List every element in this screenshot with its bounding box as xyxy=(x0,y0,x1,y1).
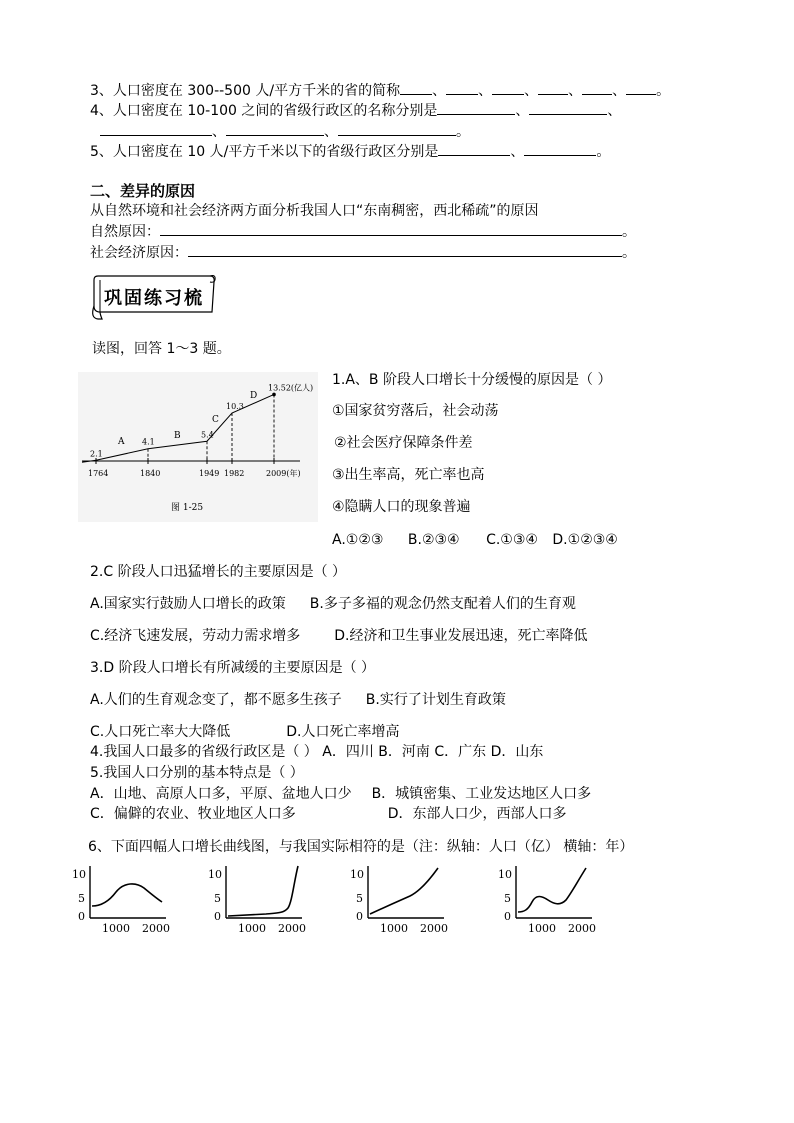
q2-stem: 2.C 阶段人口迅猛增长的主要原因是（ ） xyxy=(90,564,347,580)
option-a[interactable]: A.①②③ xyxy=(332,532,384,548)
blank[interactable] xyxy=(188,242,622,257)
population-curve xyxy=(518,868,586,912)
y-tick-label: 10 xyxy=(350,868,364,881)
blank[interactable] xyxy=(160,221,622,236)
q2-options-row2 xyxy=(90,627,587,645)
blank[interactable] xyxy=(538,80,568,95)
q3-text: 3、人口密度在 300--500 人/平方千米的省的简称 xyxy=(90,83,401,99)
option-a[interactable]: A．山地、高原人口多，平原、盆地人口少 xyxy=(90,786,352,802)
mini-chart-2[interactable] xyxy=(206,862,326,940)
x-tick-label: 1000 xyxy=(238,922,266,935)
option-d[interactable]: D.①②③④ xyxy=(552,532,618,548)
social-reason-line: 社会经济原因： 。 xyxy=(90,242,636,262)
blank[interactable] xyxy=(446,80,478,95)
blank[interactable] xyxy=(626,80,656,95)
option-c[interactable]: C.经济飞速发展，劳动力需求增多 xyxy=(90,628,301,644)
q2-options-row1 xyxy=(90,595,576,613)
blank[interactable] xyxy=(437,100,515,115)
option-b[interactable]: B.②③④ xyxy=(407,532,460,548)
x-tick-label: 2000 xyxy=(420,922,448,935)
y-tick-label: 0 xyxy=(78,910,85,923)
value-label: 4.1 xyxy=(142,437,155,447)
q1-stem: 1.A、B 阶段人口增长十分缓慢的原因是（ ） xyxy=(332,372,612,388)
y-tick-label: 10 xyxy=(72,868,86,881)
q1-options xyxy=(332,531,618,549)
option-a[interactable]: A.人们的生育观念变了，都不愿多生孩子 xyxy=(90,692,342,708)
section-intro: 从自然环境和社会经济两方面分析我国人口“东南稠密，西北稀疏”的原因 xyxy=(90,203,539,219)
fill-question-4: 4、人口密度在 10-100 之间的省级行政区的名称分别是 、 、 xyxy=(90,100,621,120)
x-tick-label: 2000 xyxy=(142,922,170,935)
year-label: 1949 xyxy=(199,469,220,478)
value-label: 5.4 xyxy=(201,430,214,440)
q1-item-2: ②社会医疗保障条件差 xyxy=(334,435,473,451)
population-growth-figure xyxy=(78,372,318,522)
stage-label: B xyxy=(174,431,181,441)
blank[interactable] xyxy=(524,141,596,156)
practice-banner xyxy=(88,272,216,322)
mini-chart-4[interactable] xyxy=(496,862,616,940)
q1-item-4: ④隐瞒人口的现象普遍 xyxy=(332,499,471,515)
read-prompt: 读图，回答 1～3 题。 xyxy=(92,341,231,357)
stage-label: C xyxy=(212,415,219,425)
value-label: 2.1 xyxy=(90,449,103,459)
blank[interactable] xyxy=(100,121,212,136)
option-d[interactable]: D.人口死亡率增高 xyxy=(286,724,400,740)
y-tick-label: 0 xyxy=(504,910,511,923)
q4: 4.我国人口最多的省级行政区是（ ） A．四川 B．河南 C．广东 D．山东 xyxy=(90,744,544,760)
stage-label: D xyxy=(250,391,258,401)
q5-options-row1 xyxy=(90,785,591,803)
option-b[interactable]: B．城镇密集、工业发达地区人口多 xyxy=(371,786,592,802)
population-curve xyxy=(370,868,438,914)
population-curve xyxy=(92,884,162,906)
blank[interactable] xyxy=(529,100,607,115)
x-tick-label: 1000 xyxy=(528,922,556,935)
fill-question-4-cont: 、 、 。 xyxy=(100,121,470,141)
y-tick-label: 0 xyxy=(356,910,363,923)
option-c[interactable]: C.①③④ xyxy=(486,532,538,548)
y-tick-label: 5 xyxy=(356,892,363,905)
fill-question-5: 5、人口密度在 10 人/平方千米以下的省级行政区分别是 、 。 xyxy=(90,141,610,161)
fill-question-3: 3、人口密度在 300--500 人/平方千米的省的简称 、 、 、 、 、 。 xyxy=(90,80,670,100)
x-tick-label: 2000 xyxy=(278,922,306,935)
year-label: 1764 xyxy=(88,469,109,478)
q3-options-row1 xyxy=(90,691,506,709)
q1-item-3: ③出生率高，死亡率也高 xyxy=(332,467,485,483)
year-label: 2009(年) xyxy=(266,469,301,478)
q5-options-row2 xyxy=(90,805,567,823)
blank[interactable] xyxy=(226,121,324,136)
y-tick-label: 10 xyxy=(208,868,222,881)
blank[interactable] xyxy=(582,80,612,95)
y-tick-label: 5 xyxy=(214,892,221,905)
x-tick-label: 2000 xyxy=(568,922,596,935)
q6-stem: 6、下面四幅人口增长曲线图，与我国实际相符的是（注：纵轴：人口（亿） 横轴：年） xyxy=(88,839,634,855)
q3-stem: 3.D 阶段人口增长有所减缓的主要原因是（ ） xyxy=(90,660,376,676)
q3-options-row2 xyxy=(90,723,399,741)
mini-chart-3[interactable] xyxy=(348,862,468,940)
option-c[interactable]: C.人口死亡率大大降低 xyxy=(90,724,231,740)
section-heading: 二、差异的原因 xyxy=(90,182,196,200)
x-tick-label: 1000 xyxy=(102,922,130,935)
stage-label: A xyxy=(118,437,125,447)
q1-item-1: ①国家贫穷落后，社会动荡 xyxy=(332,403,499,419)
figure-caption: 图 1-25 xyxy=(171,503,204,513)
population-curve xyxy=(228,866,298,916)
x-tick-label: 1000 xyxy=(380,922,408,935)
end-point xyxy=(272,393,276,397)
option-b[interactable]: B.多子多福的观念仍然支配着人们的生育观 xyxy=(309,596,576,612)
option-c[interactable]: C．偏僻的农业、牧业地区人口多 xyxy=(90,806,296,822)
blank[interactable] xyxy=(400,80,432,95)
q5-stem: 5.我国人口分别的基本特点是（ ） xyxy=(90,765,304,781)
year-label: 1840 xyxy=(140,469,161,478)
blank[interactable] xyxy=(492,80,524,95)
y-tick-label: 5 xyxy=(78,892,85,905)
blank[interactable] xyxy=(438,141,510,156)
banner-title: 巩固练习梳 xyxy=(104,288,204,309)
y-tick-label: 10 xyxy=(498,868,512,881)
blank[interactable] xyxy=(338,121,456,136)
y-tick-label: 0 xyxy=(214,910,221,923)
option-d[interactable]: D．东部人口少，西部人口多 xyxy=(387,806,567,822)
year-label: 1982 xyxy=(224,469,245,478)
natural-reason-line: 自然原因： 。 xyxy=(90,221,636,241)
y-tick-label: 5 xyxy=(504,892,511,905)
option-d[interactable]: D.经济和卫生事业发展迅速，死亡率降低 xyxy=(334,628,588,644)
value-label: 13.52(亿人) xyxy=(268,383,314,393)
mini-chart-1[interactable] xyxy=(70,862,190,940)
value-label: 10.3 xyxy=(226,402,244,412)
option-b[interactable]: B.实行了计划生育政策 xyxy=(365,692,506,708)
option-a[interactable]: A.国家实行鼓励人口增长的政策 xyxy=(90,596,286,612)
